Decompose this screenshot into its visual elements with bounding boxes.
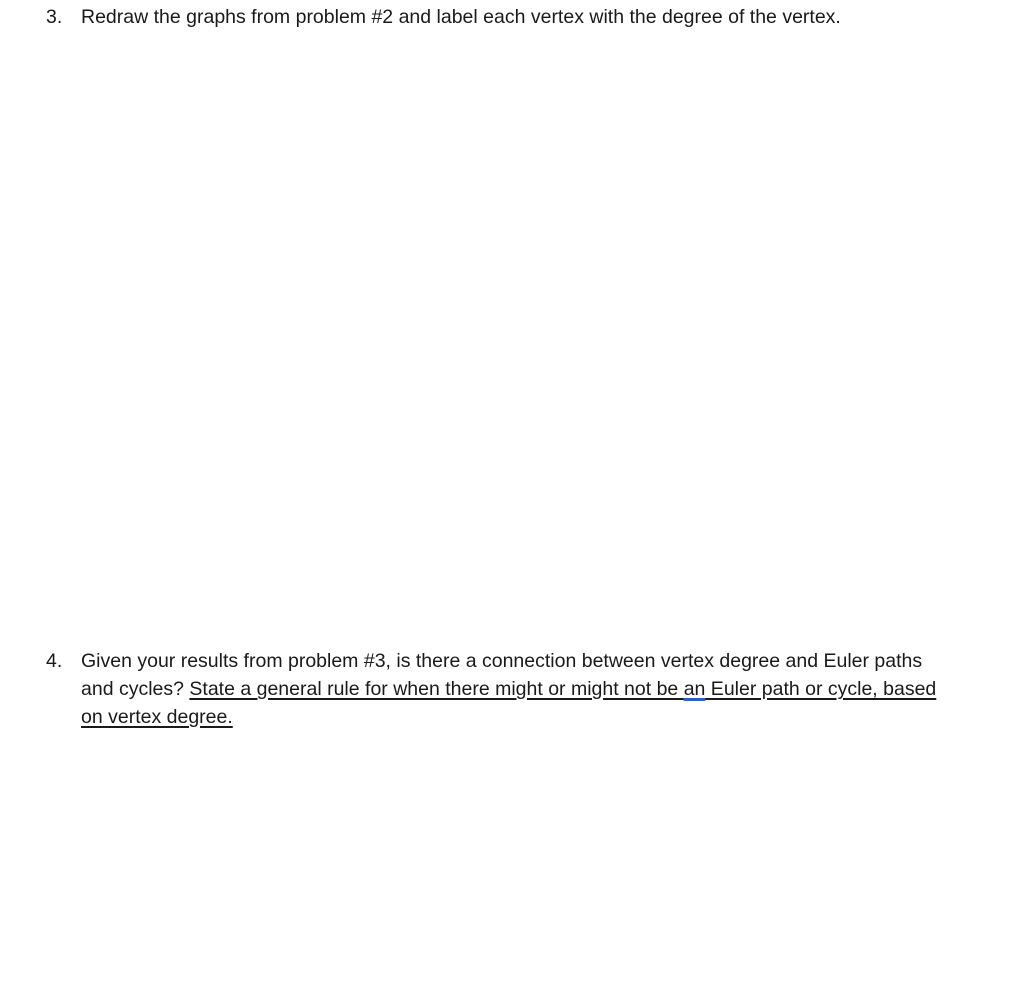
question-4-flagged-word: an [683, 678, 706, 700]
question-4 [46, 647, 946, 731]
question-4-underlined-part1: State a general rule for when there might or might not be [189, 678, 684, 700]
question-3 [46, 3, 946, 31]
question-3-text: Redraw the graphs from problem #2 and label each vertex with the degree of the vertex. [81, 6, 841, 28]
question-4-plain-text: Given your results from problem #3, is there a connection between vertex degree and Euler paths and cycles? [81, 650, 923, 700]
question-4-underlined-text [81, 678, 936, 728]
question-4-number: 4. [46, 650, 63, 672]
question-4-underlined-part2: Euler path or cycle, based on vertex degree. [81, 678, 937, 728]
question-3-number: 3. [46, 6, 63, 28]
question-4-text [81, 647, 946, 731]
